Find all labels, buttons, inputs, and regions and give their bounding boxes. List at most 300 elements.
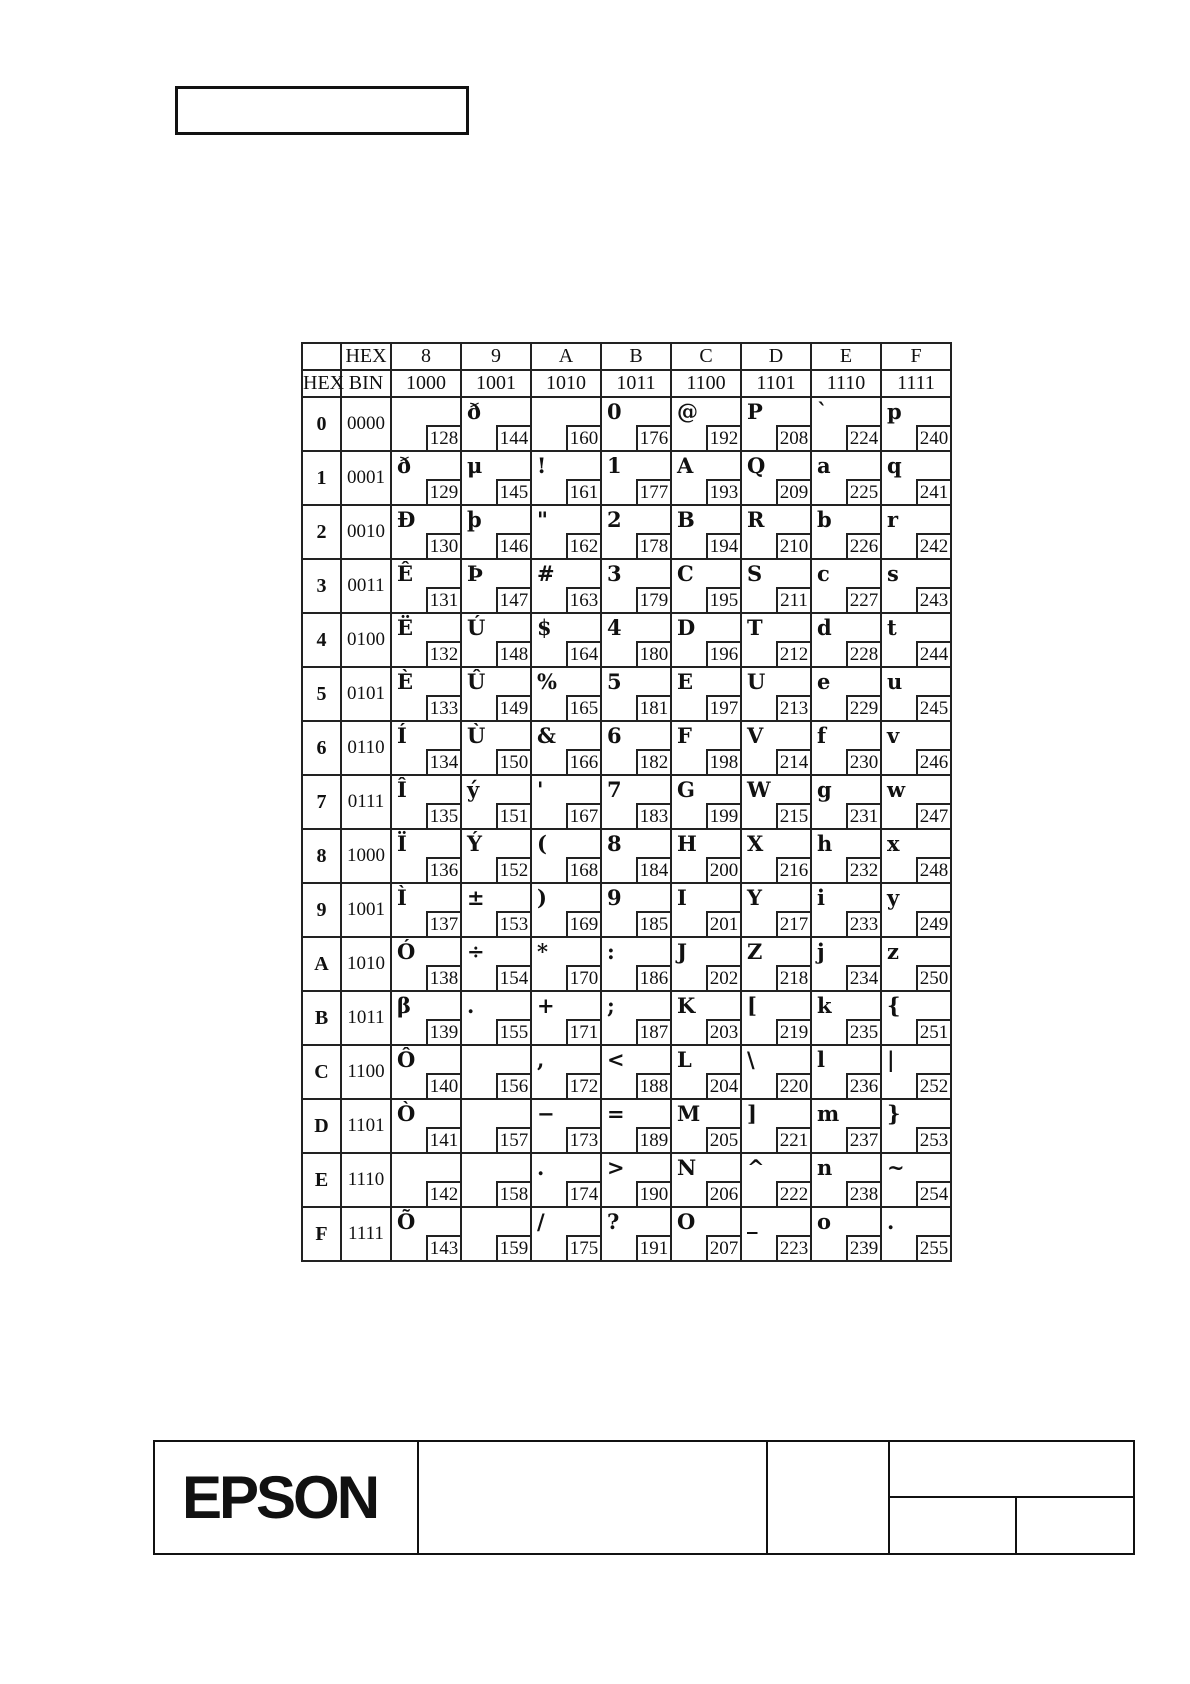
code-cell [741, 991, 811, 1045]
cell-decimal-code: 187 [636, 1019, 670, 1044]
cell-decimal-code: 164 [566, 641, 600, 666]
row-hex: 9 [302, 883, 341, 937]
code-cell [741, 721, 811, 775]
cell-decimal-code: 168 [566, 857, 600, 882]
code-cell [601, 451, 671, 505]
cell-character: @ [677, 399, 698, 425]
cell-decimal-code: 232 [846, 857, 880, 882]
bin-header-label: BIN [341, 370, 391, 397]
code-cell [671, 1153, 741, 1207]
code-cell [461, 397, 531, 451]
cell-character: o [817, 1209, 832, 1234]
cell-character: K [677, 993, 696, 1019]
cell-decimal-code: 195 [706, 587, 740, 612]
row-bin: 1001 [341, 883, 391, 937]
cell-character: 0 [607, 399, 622, 425]
cell-decimal-code: 226 [846, 533, 880, 558]
cell-character: X [747, 831, 764, 857]
cell-character: 4 [607, 615, 622, 641]
code-cell [601, 397, 671, 451]
code-cell [601, 1153, 671, 1207]
code-cell [391, 667, 461, 721]
cell-decimal-code: 205 [706, 1127, 740, 1152]
code-cell [671, 1207, 741, 1261]
table-row [302, 1099, 951, 1153]
cell-character: k [817, 993, 832, 1019]
cell-decimal-code: 149 [496, 695, 530, 720]
code-cell [881, 667, 951, 721]
code-cell [461, 505, 531, 559]
cell-decimal-code: 154 [496, 965, 530, 990]
cell-character: ' [537, 777, 544, 803]
code-cell [671, 1045, 741, 1099]
row-bin: 0000 [341, 397, 391, 451]
cell-decimal-code: 215 [776, 803, 810, 828]
bin-header-row [302, 370, 951, 397]
cell-decimal-code: 234 [846, 965, 880, 990]
cell-character: 3 [607, 561, 622, 587]
cell-character: 9 [607, 885, 622, 911]
code-cell [881, 721, 951, 775]
cell-character: + [537, 993, 555, 1019]
cell-decimal-code: 184 [636, 857, 670, 882]
cell-character: ð [467, 399, 482, 425]
code-cell [531, 613, 601, 667]
cell-character: S [747, 561, 763, 587]
cell-character: L [677, 1047, 692, 1073]
row-hex: 1 [302, 451, 341, 505]
code-cell [531, 1207, 601, 1261]
cell-decimal-code: 176 [636, 425, 670, 450]
cell-decimal-code: 207 [706, 1235, 740, 1260]
code-cell [741, 1207, 811, 1261]
cell-character: ] [747, 1101, 757, 1127]
cell-decimal-code: 167 [566, 803, 600, 828]
cell-decimal-code: 183 [636, 803, 670, 828]
cell-character: W [747, 777, 771, 803]
code-cell [741, 613, 811, 667]
cell-character: Ê [397, 561, 414, 587]
table-row [302, 667, 951, 721]
code-cell [391, 829, 461, 883]
code-cell [601, 613, 671, 667]
cell-character: D [677, 615, 696, 641]
row-bin: 0100 [341, 613, 391, 667]
code-cell [811, 775, 881, 829]
cell-character: 1 [607, 453, 622, 479]
cell-character: m [817, 1101, 840, 1127]
title-box [175, 86, 469, 135]
cell-decimal-code: 189 [636, 1127, 670, 1152]
code-cell [881, 1153, 951, 1207]
code-cell [461, 721, 531, 775]
column-hex: B [601, 343, 671, 370]
cell-decimal-code: 140 [426, 1073, 460, 1098]
cell-character: È [397, 669, 414, 695]
code-cell [601, 1207, 671, 1261]
row-hex: 3 [302, 559, 341, 613]
cell-decimal-code: 229 [846, 695, 880, 720]
cell-decimal-code: 175 [566, 1235, 600, 1260]
cell-character: þ [467, 507, 482, 533]
column-hex: F [881, 343, 951, 370]
cell-character: s [887, 561, 899, 587]
cell-decimal-code: 151 [496, 803, 530, 828]
cell-character: B [677, 507, 695, 533]
row-hex: A [302, 937, 341, 991]
cell-decimal-code: 135 [426, 803, 460, 828]
cell-character: u [887, 669, 903, 695]
cell-character: U [747, 669, 766, 695]
table-row [302, 721, 951, 775]
code-cell [741, 883, 811, 937]
cell-character: z [887, 939, 899, 965]
cell-decimal-code: 165 [566, 695, 600, 720]
code-cell [881, 829, 951, 883]
code-cell [391, 775, 461, 829]
character-code-table [301, 342, 952, 1262]
cell-character: Í [397, 723, 407, 749]
cell-decimal-code: 214 [776, 749, 810, 774]
cell-decimal-code: 143 [426, 1235, 460, 1260]
column-hex: A [531, 343, 601, 370]
cell-decimal-code: 131 [426, 587, 460, 612]
code-cell [531, 775, 601, 829]
cell-character: . [537, 1155, 545, 1181]
cell-decimal-code: 250 [916, 965, 950, 990]
cell-character: * [537, 939, 548, 965]
cell-character: q [887, 453, 902, 479]
code-cell [881, 775, 951, 829]
cell-character: O [677, 1209, 696, 1234]
code-cell [601, 1045, 671, 1099]
cell-decimal-code: 248 [916, 857, 950, 882]
row-hex-header-label: HEX [302, 370, 341, 397]
cell-character: P [747, 399, 763, 425]
cell-character: i [817, 885, 825, 911]
cell-character: # [537, 561, 555, 587]
cell-character: b [817, 507, 832, 533]
cell-decimal-code: 139 [426, 1019, 460, 1044]
cell-character: Z [747, 939, 763, 965]
cell-character: ý [467, 777, 480, 803]
code-cell [391, 505, 461, 559]
cell-decimal-code: 178 [636, 533, 670, 558]
cell-character: | [887, 1047, 895, 1073]
cell-decimal-code: 138 [426, 965, 460, 990]
code-cell [671, 451, 741, 505]
code-cell [671, 883, 741, 937]
code-cell [461, 829, 531, 883]
cell-decimal-code: 220 [776, 1073, 810, 1098]
row-bin: 1111 [341, 1207, 391, 1261]
cell-decimal-code: 134 [426, 749, 460, 774]
cell-character: / [537, 1209, 545, 1234]
column-bin: 1011 [601, 370, 671, 397]
code-cell [601, 505, 671, 559]
row-hex: F [302, 1207, 341, 1261]
code-cell [881, 1045, 951, 1099]
cell-character: V [747, 723, 764, 749]
cell-decimal-code: 147 [496, 587, 530, 612]
cell-character: , [537, 1047, 545, 1073]
table-row [302, 829, 951, 883]
cell-decimal-code: 219 [776, 1019, 810, 1044]
code-cell [531, 1099, 601, 1153]
cell-character: − [537, 1101, 555, 1127]
cell-decimal-code: 193 [706, 479, 740, 504]
code-cell [461, 613, 531, 667]
table-row [302, 559, 951, 613]
column-bin: 1110 [811, 370, 881, 397]
cell-decimal-code: 181 [636, 695, 670, 720]
cell-decimal-code: 213 [776, 695, 810, 720]
cell-character: ) [537, 885, 547, 911]
cell-character: ` [817, 399, 828, 425]
cell-decimal-code: 153 [496, 911, 530, 936]
code-cell [741, 1153, 811, 1207]
code-cell [811, 451, 881, 505]
cell-character: F [677, 723, 692, 749]
cell-character: Ï [397, 831, 407, 857]
cell-decimal-code: 152 [496, 857, 530, 882]
row-hex: B [302, 991, 341, 1045]
cell-character: G [677, 777, 695, 803]
footer-title-block [153, 1440, 1135, 1555]
code-cell [391, 1153, 461, 1207]
cell-decimal-code: 197 [706, 695, 740, 720]
cell-decimal-code: 252 [916, 1073, 950, 1098]
cell-character: Ù [467, 723, 486, 749]
cell-character: p [887, 399, 902, 425]
code-cell [881, 1207, 951, 1261]
code-cell [671, 505, 741, 559]
cell-decimal-code: 130 [426, 533, 460, 558]
cell-character: % [537, 669, 557, 695]
cell-decimal-code: 142 [426, 1181, 460, 1206]
cell-character: e [817, 669, 831, 695]
column-bin: 1010 [531, 370, 601, 397]
cell-decimal-code: 159 [496, 1235, 530, 1260]
cell-decimal-code: 190 [636, 1181, 670, 1206]
code-cell [601, 721, 671, 775]
cell-decimal-code: 241 [916, 479, 950, 504]
cell-decimal-code: 221 [776, 1127, 810, 1152]
code-cell [741, 397, 811, 451]
cell-character: Ò [397, 1101, 416, 1127]
cell-decimal-code: 212 [776, 641, 810, 666]
code-cell [391, 559, 461, 613]
code-cell [881, 1099, 951, 1153]
cell-character: 5 [607, 669, 622, 695]
code-cell [811, 613, 881, 667]
cell-character: " [537, 507, 548, 533]
cell-character: 7 [607, 777, 622, 803]
cell-decimal-code: 254 [916, 1181, 950, 1206]
footer-divider [888, 1496, 1133, 1498]
code-cell [391, 1045, 461, 1099]
code-cell [671, 397, 741, 451]
cell-character: f [817, 723, 827, 749]
code-cell [391, 451, 461, 505]
code-cell [461, 1099, 531, 1153]
code-cell [881, 991, 951, 1045]
cell-decimal-code: 231 [846, 803, 880, 828]
table-row [302, 397, 951, 451]
cell-decimal-code: 192 [706, 425, 740, 450]
code-cell [881, 451, 951, 505]
row-bin: 1010 [341, 937, 391, 991]
code-cell [741, 667, 811, 721]
code-cell [811, 721, 881, 775]
table-row [302, 883, 951, 937]
cell-character: Ú [467, 615, 486, 641]
row-hex: 2 [302, 505, 341, 559]
cell-character: { [887, 993, 901, 1019]
cell-character: ^ [747, 1155, 765, 1181]
code-cell [531, 829, 601, 883]
cell-decimal-code: 225 [846, 479, 880, 504]
cell-character: Î [397, 777, 407, 803]
cell-decimal-code: 242 [916, 533, 950, 558]
code-cell [461, 1153, 531, 1207]
code-cell [531, 667, 601, 721]
cell-decimal-code: 148 [496, 641, 530, 666]
code-cell [531, 991, 601, 1045]
cell-character: x [887, 831, 900, 857]
cell-character: g [817, 777, 832, 803]
row-hex: 5 [302, 667, 341, 721]
cell-character: T [747, 615, 763, 641]
cell-decimal-code: 169 [566, 911, 600, 936]
code-cell [531, 883, 601, 937]
cell-decimal-code: 170 [566, 965, 600, 990]
row-bin: 0001 [341, 451, 391, 505]
code-cell [671, 829, 741, 883]
cell-decimal-code: 201 [706, 911, 740, 936]
footer-divider [766, 1442, 768, 1553]
code-cell [531, 1153, 601, 1207]
cell-character: n [817, 1155, 833, 1181]
cell-decimal-code: 227 [846, 587, 880, 612]
code-cell [811, 883, 881, 937]
code-cell [881, 883, 951, 937]
cell-character: Ð [397, 507, 416, 533]
code-cell [671, 1099, 741, 1153]
code-cell [601, 883, 671, 937]
row-bin: 0010 [341, 505, 391, 559]
cell-decimal-code: 156 [496, 1073, 530, 1098]
cell-decimal-code: 247 [916, 803, 950, 828]
table-row [302, 991, 951, 1045]
code-cell [741, 937, 811, 991]
cell-character: 8 [607, 831, 622, 857]
cell-character: Ó [397, 939, 416, 965]
column-bin: 1000 [391, 370, 461, 397]
code-cell [671, 667, 741, 721]
hex-header-label: HEX [341, 343, 391, 370]
cell-decimal-code: 182 [636, 749, 670, 774]
code-cell [531, 1045, 601, 1099]
code-cell [601, 1099, 671, 1153]
code-cell [741, 559, 811, 613]
cell-character: < [607, 1047, 625, 1073]
cell-decimal-code: 161 [566, 479, 600, 504]
cell-decimal-code: 185 [636, 911, 670, 936]
code-cell [601, 991, 671, 1045]
cell-character: a [817, 453, 831, 479]
cell-decimal-code: 196 [706, 641, 740, 666]
cell-character: 6 [607, 723, 622, 749]
cell-character: ~ [887, 1155, 905, 1181]
cell-decimal-code: 171 [566, 1019, 600, 1044]
row-bin: 0111 [341, 775, 391, 829]
cell-character: Ë [397, 615, 414, 641]
code-cell [461, 559, 531, 613]
cell-decimal-code: 160 [566, 425, 600, 450]
code-cell [461, 991, 531, 1045]
cell-decimal-code: 145 [496, 479, 530, 504]
cell-character: N [677, 1155, 697, 1181]
row-hex: 8 [302, 829, 341, 883]
table-row [302, 937, 951, 991]
cell-decimal-code: 246 [916, 749, 950, 774]
cell-decimal-code: 144 [496, 425, 530, 450]
cell-decimal-code: 198 [706, 749, 740, 774]
code-cell [741, 1099, 811, 1153]
cell-character: C [677, 561, 694, 587]
code-cell [671, 775, 741, 829]
cell-decimal-code: 244 [916, 641, 950, 666]
cell-character: ÷ [467, 939, 485, 965]
cell-character: ! [537, 453, 547, 479]
code-cell [391, 721, 461, 775]
cell-character: μ [467, 453, 483, 479]
cell-decimal-code: 245 [916, 695, 950, 720]
cell-decimal-code: 218 [776, 965, 810, 990]
cell-character: [ [747, 993, 757, 1019]
cell-character: Ý [467, 831, 482, 857]
code-cell [461, 451, 531, 505]
code-cell [811, 937, 881, 991]
code-cell [811, 397, 881, 451]
row-bin: 0110 [341, 721, 391, 775]
column-bin: 1001 [461, 370, 531, 397]
row-hex: D [302, 1099, 341, 1153]
code-cell [881, 937, 951, 991]
code-cell [391, 1099, 461, 1153]
cell-decimal-code: 136 [426, 857, 460, 882]
code-cell [531, 559, 601, 613]
code-cell [391, 397, 461, 451]
cell-character: Ì [397, 885, 407, 911]
table-row [302, 1045, 951, 1099]
code-cell [391, 991, 461, 1045]
row-bin: 1100 [341, 1045, 391, 1099]
code-cell [461, 1207, 531, 1261]
cell-decimal-code: 206 [706, 1181, 740, 1206]
column-bin: 1100 [671, 370, 741, 397]
cell-decimal-code: 204 [706, 1073, 740, 1098]
cell-character: c [817, 561, 830, 587]
cell-decimal-code: 211 [776, 587, 810, 612]
code-cell [811, 667, 881, 721]
code-cell [601, 775, 671, 829]
cell-character: E [677, 669, 694, 695]
cell-decimal-code: 243 [916, 587, 950, 612]
code-cell [671, 937, 741, 991]
cell-decimal-code: 238 [846, 1181, 880, 1206]
